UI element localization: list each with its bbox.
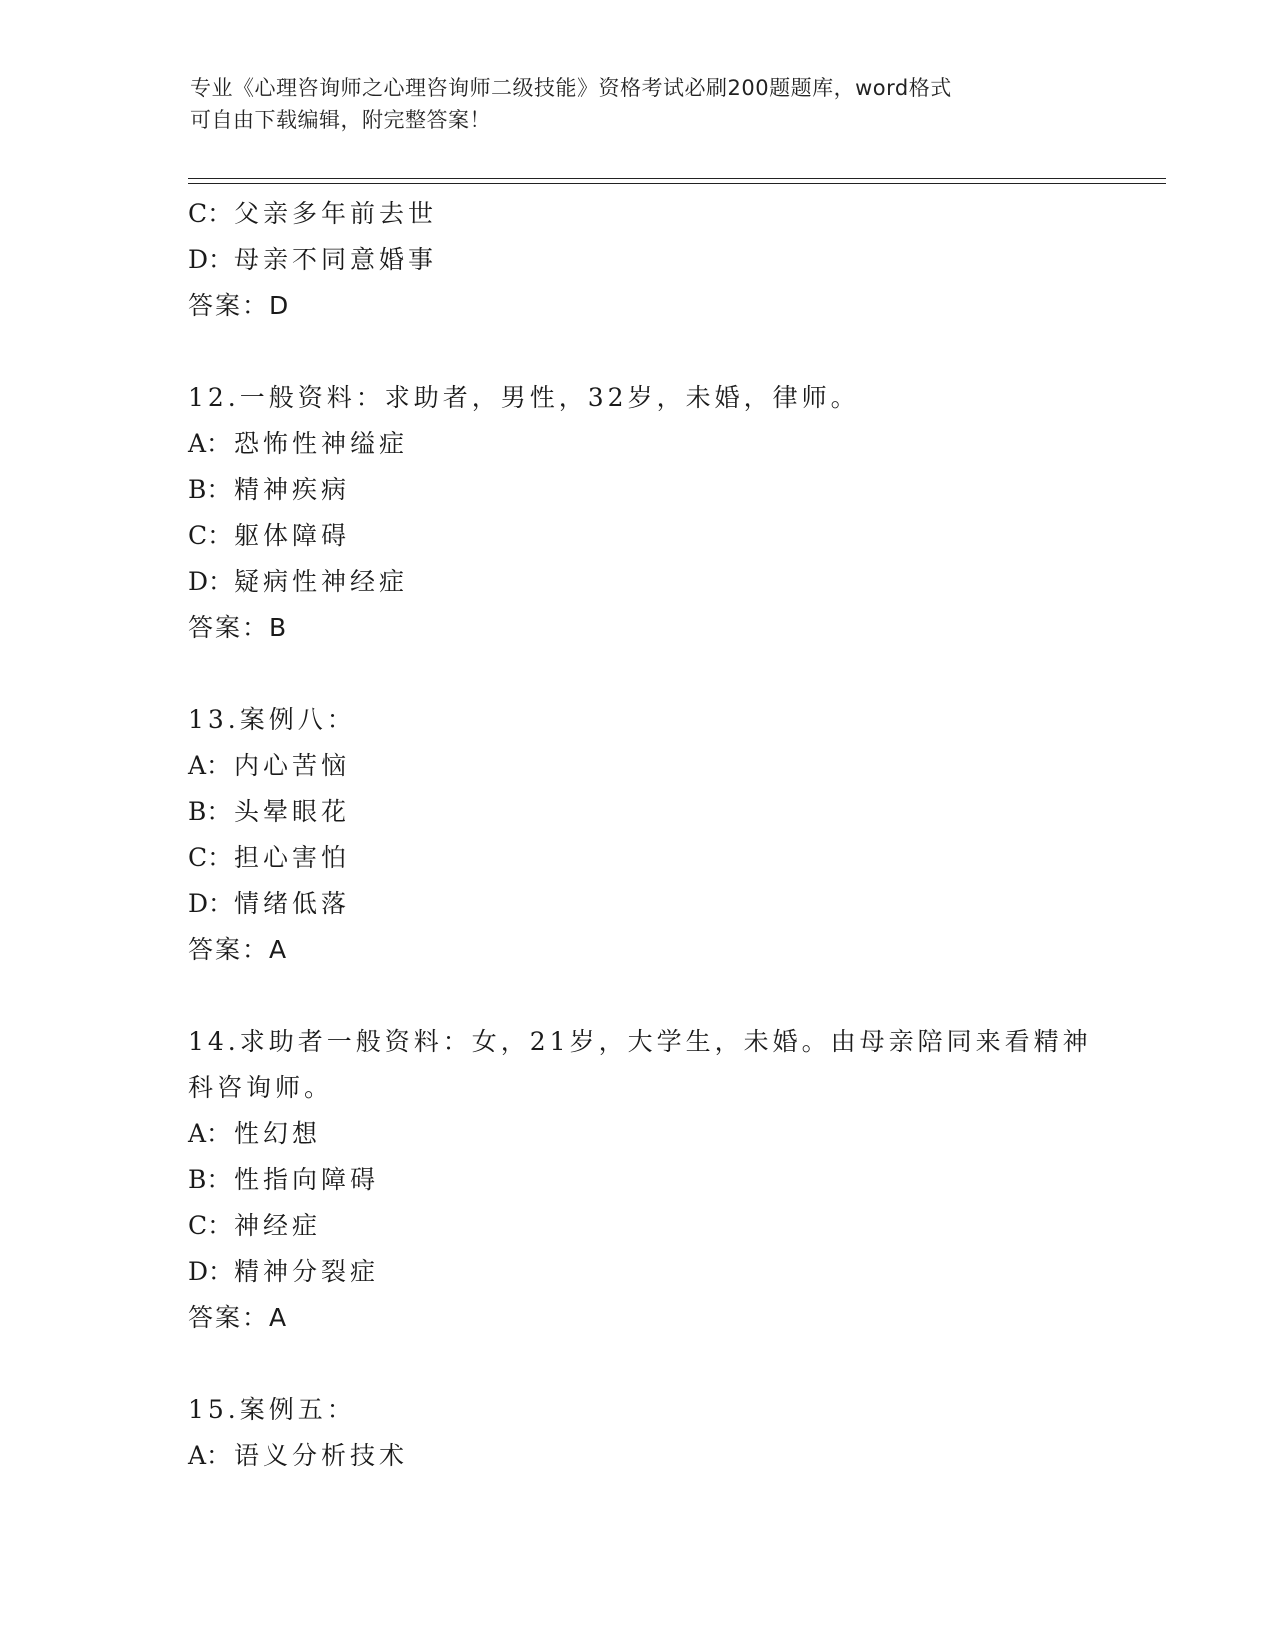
- question-14: [188, 1019, 1092, 1341]
- option-a: A： 性幻想: [188, 1119, 322, 1148]
- document-header: [190, 72, 1090, 136]
- option-a: A： 语义分析技术: [188, 1441, 409, 1470]
- answer-line: 答案：A: [188, 935, 289, 964]
- option-c: C：躯体障碍: [188, 521, 351, 550]
- question-stem-line-1: 14.求助者一般资料：女，21岁，大学生，未婚。由母亲陪同来看精神: [188, 1027, 1092, 1056]
- option-d: D：疑病性神经症: [188, 567, 409, 596]
- question-15: [188, 1387, 1088, 1479]
- option-d: D：情绪低落: [188, 889, 351, 918]
- question-stem: 12.一般资料：求助者，男性，32岁，未婚，律师。: [188, 383, 860, 412]
- question-list: [188, 191, 1092, 1479]
- option-b: B： 头晕眼花: [188, 797, 351, 826]
- answer-line: 答案：A: [188, 1303, 289, 1332]
- question-stem: 13.案例八：: [188, 705, 356, 734]
- answer-line: 答案：B: [188, 613, 289, 642]
- question-13: [188, 697, 1088, 973]
- option-d: D：母亲不同意婚事: [188, 245, 438, 274]
- option-a: A： 内心苦恼: [188, 751, 351, 780]
- question-11: [188, 191, 1088, 329]
- option-b: B： 精神疾病: [188, 475, 351, 504]
- option-d: D：精神分裂症: [188, 1257, 380, 1286]
- option-c: C：担心害怕: [188, 843, 351, 872]
- question-stem-line-2: 科咨询师。: [188, 1073, 334, 1102]
- option-c: C：神经症: [188, 1211, 322, 1240]
- header-line-2: 可自由下载编辑，附完整答案！: [190, 108, 491, 132]
- option-a: A： 恐怖性神缢症: [188, 429, 409, 458]
- question-stem: 15.案例五：: [188, 1395, 356, 1424]
- option-c: C：父亲多年前去世: [188, 199, 438, 228]
- question-12: [188, 375, 1088, 651]
- header-divider-top: [188, 178, 1166, 179]
- option-b: B： 性指向障碍: [188, 1165, 380, 1194]
- header-line-1: 专业《心理咨询师之心理咨询师二级技能》资格考试必刷200题题库，word格式: [190, 76, 952, 100]
- answer-line: 答案：D: [188, 291, 291, 320]
- header-divider-bottom: [188, 183, 1166, 184]
